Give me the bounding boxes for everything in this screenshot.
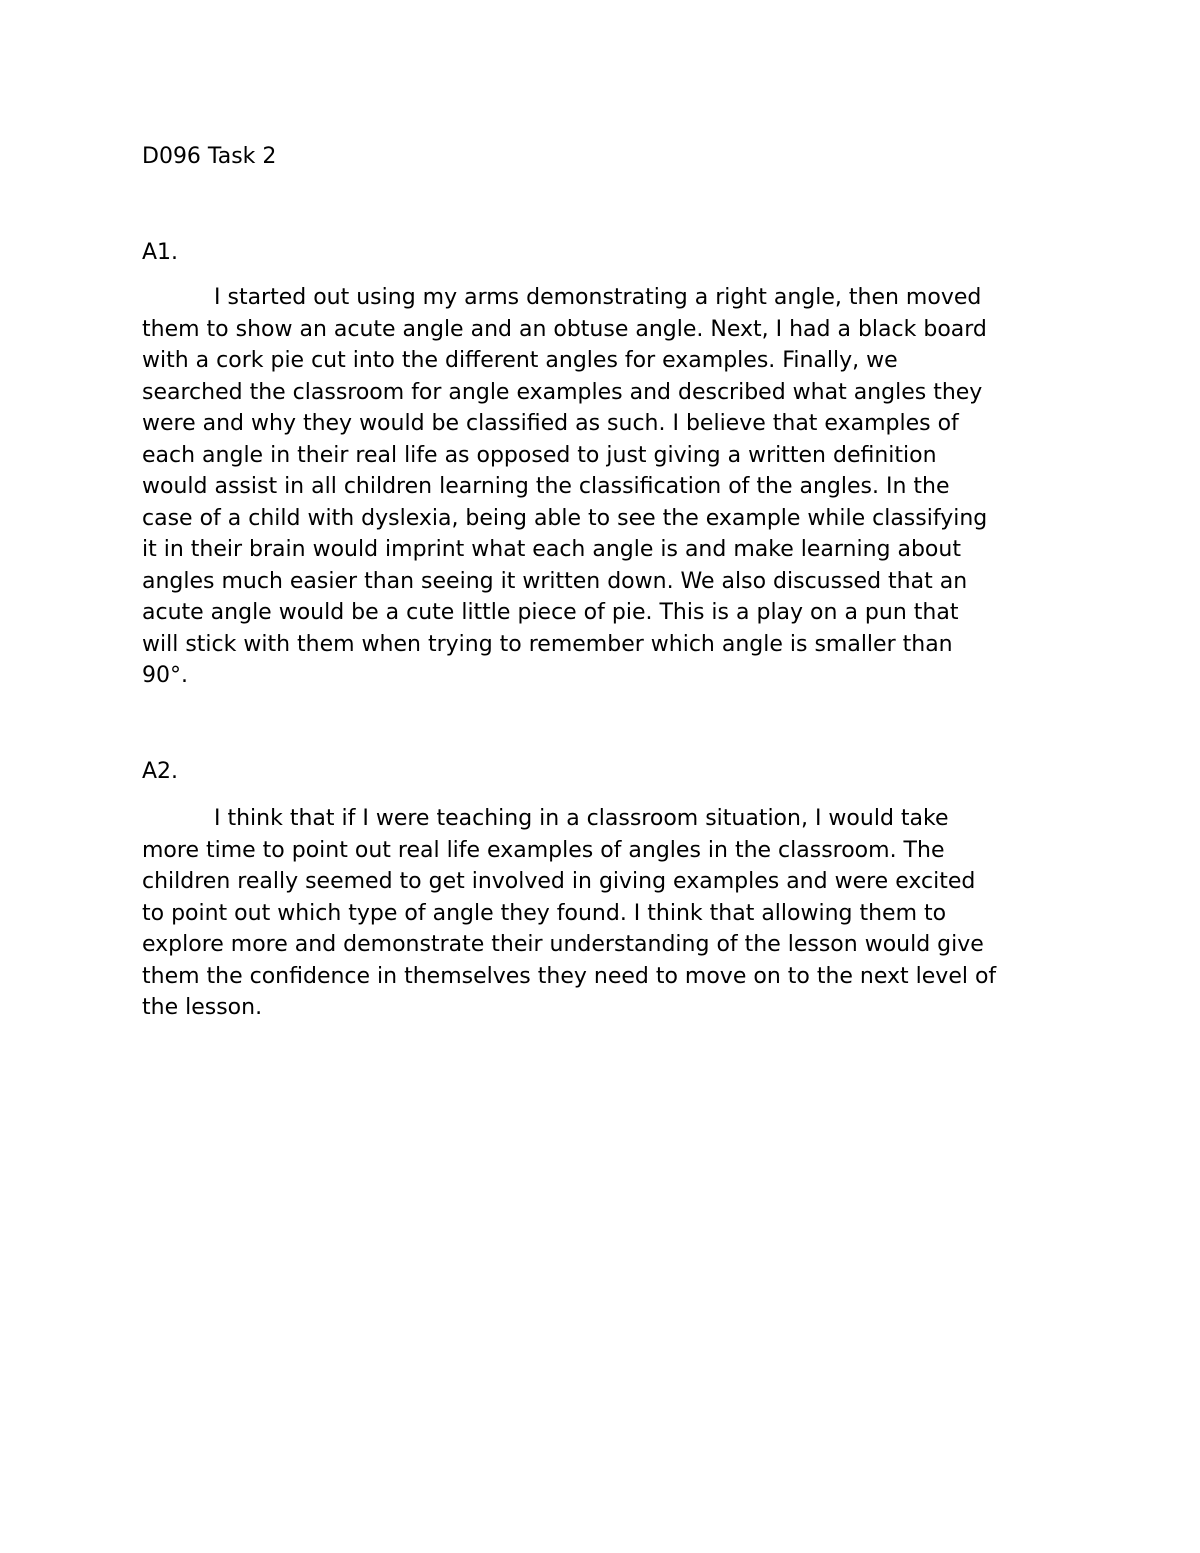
- paragraph-line: it in their brain would imprint what each angle is and make learning about: [142, 537, 961, 562]
- paragraph-line: with a cork pie cut into the different angles for examples. Finally, we: [142, 348, 898, 373]
- section-heading-a2: A2.: [142, 759, 179, 784]
- paragraph-a1: [142, 282, 1072, 692]
- paragraph-line: searched the classroom for angle examples and described what angles they: [142, 379, 983, 405]
- paragraph-line: I started out using my arms demonstrating a right angle, then moved: [214, 285, 982, 310]
- paragraph-line: each angle in their real life as opposed to just giving a written definition: [142, 442, 937, 468]
- paragraph-line: angles much easier than seeing it written down. We also discussed that an: [142, 568, 968, 594]
- paragraph-line: case of a child with dyslexia, being able to see the example while classifying: [142, 505, 988, 531]
- section-heading-a1: A1.: [142, 240, 179, 265]
- paragraph-line: were and why they would be classified as such. I believe that examples of: [142, 411, 959, 436]
- paragraph-line: children really seemed to get involved in giving examples and were excited: [142, 869, 976, 894]
- paragraph-line: the lesson.: [142, 995, 263, 1020]
- paragraph-line: them the confidence in themselves they need to move on to the next level of: [142, 963, 997, 989]
- paragraph-line: explore more and demonstrate their understanding of the lesson would give: [142, 932, 984, 957]
- paragraph-line: I think that if I were teaching in a classroom situation, I would take: [214, 806, 949, 831]
- paragraph-a2: [142, 803, 1072, 1024]
- paragraph-line: more time to point out real life examples of angles in the classroom. The: [142, 837, 945, 863]
- document-title: D096 Task 2: [142, 144, 277, 169]
- paragraph-line: acute angle would be a cute little piece of pie. This is a play on a pun that: [142, 600, 959, 625]
- paragraph-line: them to show an acute angle and an obtuse angle. Next, I had a black board: [142, 316, 987, 342]
- paragraph-line: to point out which type of angle they found. I think that allowing them to: [142, 900, 947, 926]
- paragraph-line: would assist in all children learning the classification of the angles. In the: [142, 474, 950, 499]
- paragraph-line: will stick with them when trying to remember which angle is smaller than: [142, 631, 953, 657]
- paragraph-line: 90°.: [142, 663, 188, 688]
